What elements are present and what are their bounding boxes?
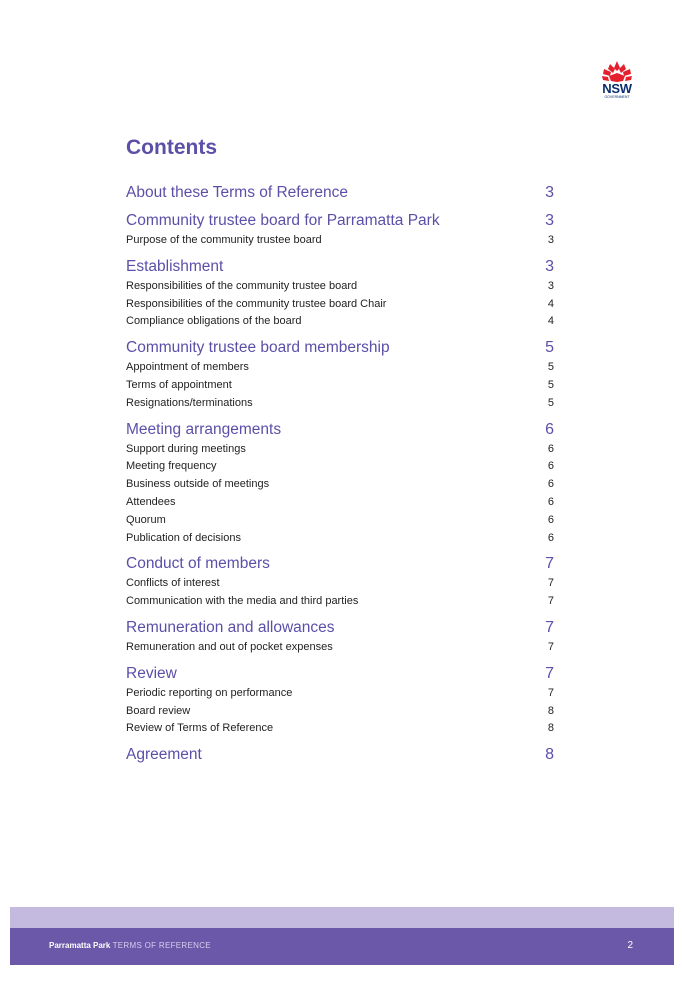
- toc-item-page: 6: [547, 495, 554, 508]
- toc-item-title: Purpose of the community trustee board: [126, 234, 322, 246]
- toc-item-title: Quorum: [126, 513, 166, 526]
- footer-brand: Parramatta Park: [49, 941, 111, 950]
- toc-item-link[interactable]: [126, 278, 554, 296]
- toc-heading-page: 8: [545, 746, 554, 764]
- toc-item-title: Publication of decisions: [126, 531, 241, 544]
- toc-heading-title: Meeting arrangements: [126, 420, 282, 438]
- toc-item-page: 6: [547, 460, 554, 473]
- toc-section: [126, 256, 554, 331]
- toc-item-title: Responsibilities of the community trustee board: [126, 279, 358, 292]
- toc-heading-page: 7: [545, 618, 554, 636]
- toc-section: [126, 337, 554, 412]
- toc-item-link[interactable]: [126, 685, 554, 703]
- toc-heading-link[interactable]: [126, 553, 554, 575]
- toc-heading-title: Review: [126, 664, 177, 682]
- toc-heading-title: Conduct of members: [126, 555, 270, 573]
- footer-doc-title: TERMS OF REFERENCE: [112, 941, 211, 950]
- logo-subtext: GOVERNMENT: [604, 95, 630, 99]
- toc-heading-link[interactable]: [126, 210, 554, 232]
- toc-item-page: 8: [547, 722, 554, 735]
- toc-heading-page: 3: [545, 257, 554, 275]
- toc-item-link[interactable]: [126, 232, 554, 250]
- toc-item-title: Compliance obligations of the board: [126, 315, 302, 328]
- toc-item-title: Board review: [126, 704, 191, 717]
- toc-item-link[interactable]: [126, 703, 554, 721]
- toc-heading-title: Community trustee board membership: [126, 339, 390, 357]
- toc-heading-page: 6: [545, 420, 554, 438]
- toc-heading-title: Establishment: [126, 257, 224, 275]
- toc-heading-page: 7: [545, 664, 554, 682]
- toc-item-link[interactable]: [126, 530, 554, 548]
- toc-item-page: 6: [547, 531, 554, 544]
- toc-item-link[interactable]: [126, 395, 554, 413]
- toc-section: [126, 663, 554, 738]
- toc-heading-page: 3: [545, 212, 554, 229]
- toc-item-page: 7: [547, 595, 554, 608]
- toc-item-title: Resignations/terminations: [126, 396, 253, 409]
- toc-item-title: Periodic reporting on performance: [126, 686, 293, 699]
- toc-item-link[interactable]: [126, 377, 554, 395]
- toc-section: [126, 553, 554, 611]
- toc-item-page: 6: [547, 478, 554, 491]
- toc-item-page: 6: [547, 442, 554, 455]
- toc-heading-link[interactable]: [126, 663, 554, 685]
- toc-item-link[interactable]: [126, 441, 554, 459]
- toc-item-page: 3: [547, 234, 554, 246]
- toc-item-link[interactable]: [126, 494, 554, 512]
- toc-item-link[interactable]: [126, 720, 554, 738]
- toc-item-page: 4: [547, 297, 554, 310]
- footer-band-light: [10, 907, 674, 928]
- toc-heading-link[interactable]: [126, 256, 554, 278]
- toc-item-title: Remuneration and out of pocket expenses: [126, 640, 333, 653]
- toc-item-title: Conflicts of interest: [126, 577, 220, 590]
- toc-section: [126, 210, 554, 250]
- toc-heading-page: 3: [545, 184, 554, 201]
- toc-item-page: 8: [547, 704, 554, 717]
- toc-heading-title: Agreement: [126, 746, 202, 764]
- toc-item-page: 5: [547, 361, 554, 374]
- toc-item-link[interactable]: [126, 639, 554, 657]
- toc-heading-title: Community trustee board for Parramatta Park: [126, 212, 440, 229]
- toc-item-title: Terms of appointment: [126, 378, 232, 391]
- page-title: Contents: [126, 136, 217, 159]
- toc-item-link[interactable]: [126, 313, 554, 331]
- toc-section: [126, 182, 554, 204]
- toc-heading-page: 5: [545, 339, 554, 357]
- toc-item-link[interactable]: [126, 458, 554, 476]
- toc-item-link[interactable]: [126, 476, 554, 494]
- toc-heading-link[interactable]: [126, 419, 554, 441]
- toc-item-title: Appointment of members: [126, 361, 249, 374]
- toc-heading-link[interactable]: [126, 617, 554, 639]
- toc-item-link[interactable]: [126, 359, 554, 377]
- table-of-contents: [126, 182, 554, 772]
- toc-item-page: 3: [547, 279, 554, 292]
- toc-heading-link[interactable]: [126, 744, 554, 766]
- toc-item-link[interactable]: [126, 512, 554, 530]
- toc-item-page: 7: [547, 640, 554, 653]
- toc-heading-link[interactable]: [126, 182, 554, 204]
- toc-item-link[interactable]: [126, 593, 554, 611]
- footer-title: [49, 941, 211, 951]
- toc-item-link[interactable]: [126, 575, 554, 593]
- toc-item-title: Business outside of meetings: [126, 478, 270, 491]
- toc-item-title: Attendees: [126, 495, 176, 508]
- footer-band: [10, 928, 674, 965]
- toc-item-page: 5: [547, 378, 554, 391]
- logo-wordmark: NSW: [602, 81, 632, 96]
- toc-section: [126, 419, 554, 548]
- toc-item-title: Meeting frequency: [126, 460, 217, 473]
- toc-section: [126, 617, 554, 657]
- footer-page-number: 2: [627, 940, 633, 951]
- toc-item-page: 5: [547, 396, 554, 409]
- toc-item-page: 7: [547, 577, 554, 590]
- toc-item-title: Support during meetings: [126, 442, 246, 455]
- toc-item-page: 4: [547, 315, 554, 328]
- toc-heading-title: About these Terms of Reference: [126, 184, 349, 201]
- toc-heading-link[interactable]: [126, 337, 554, 359]
- toc-item-title: Communication with the media and third parties: [126, 595, 359, 608]
- toc-heading-page: 7: [545, 555, 554, 573]
- toc-item-page: 7: [547, 686, 554, 699]
- toc-heading-title: Remuneration and allowances: [126, 618, 335, 636]
- toc-item-title: Review of Terms of Reference: [126, 722, 274, 735]
- toc-item-title: Responsibilities of the community trustee board Chair: [126, 297, 387, 310]
- toc-item-link[interactable]: [126, 296, 554, 314]
- toc-section: [126, 744, 554, 766]
- toc-item-page: 6: [547, 513, 554, 526]
